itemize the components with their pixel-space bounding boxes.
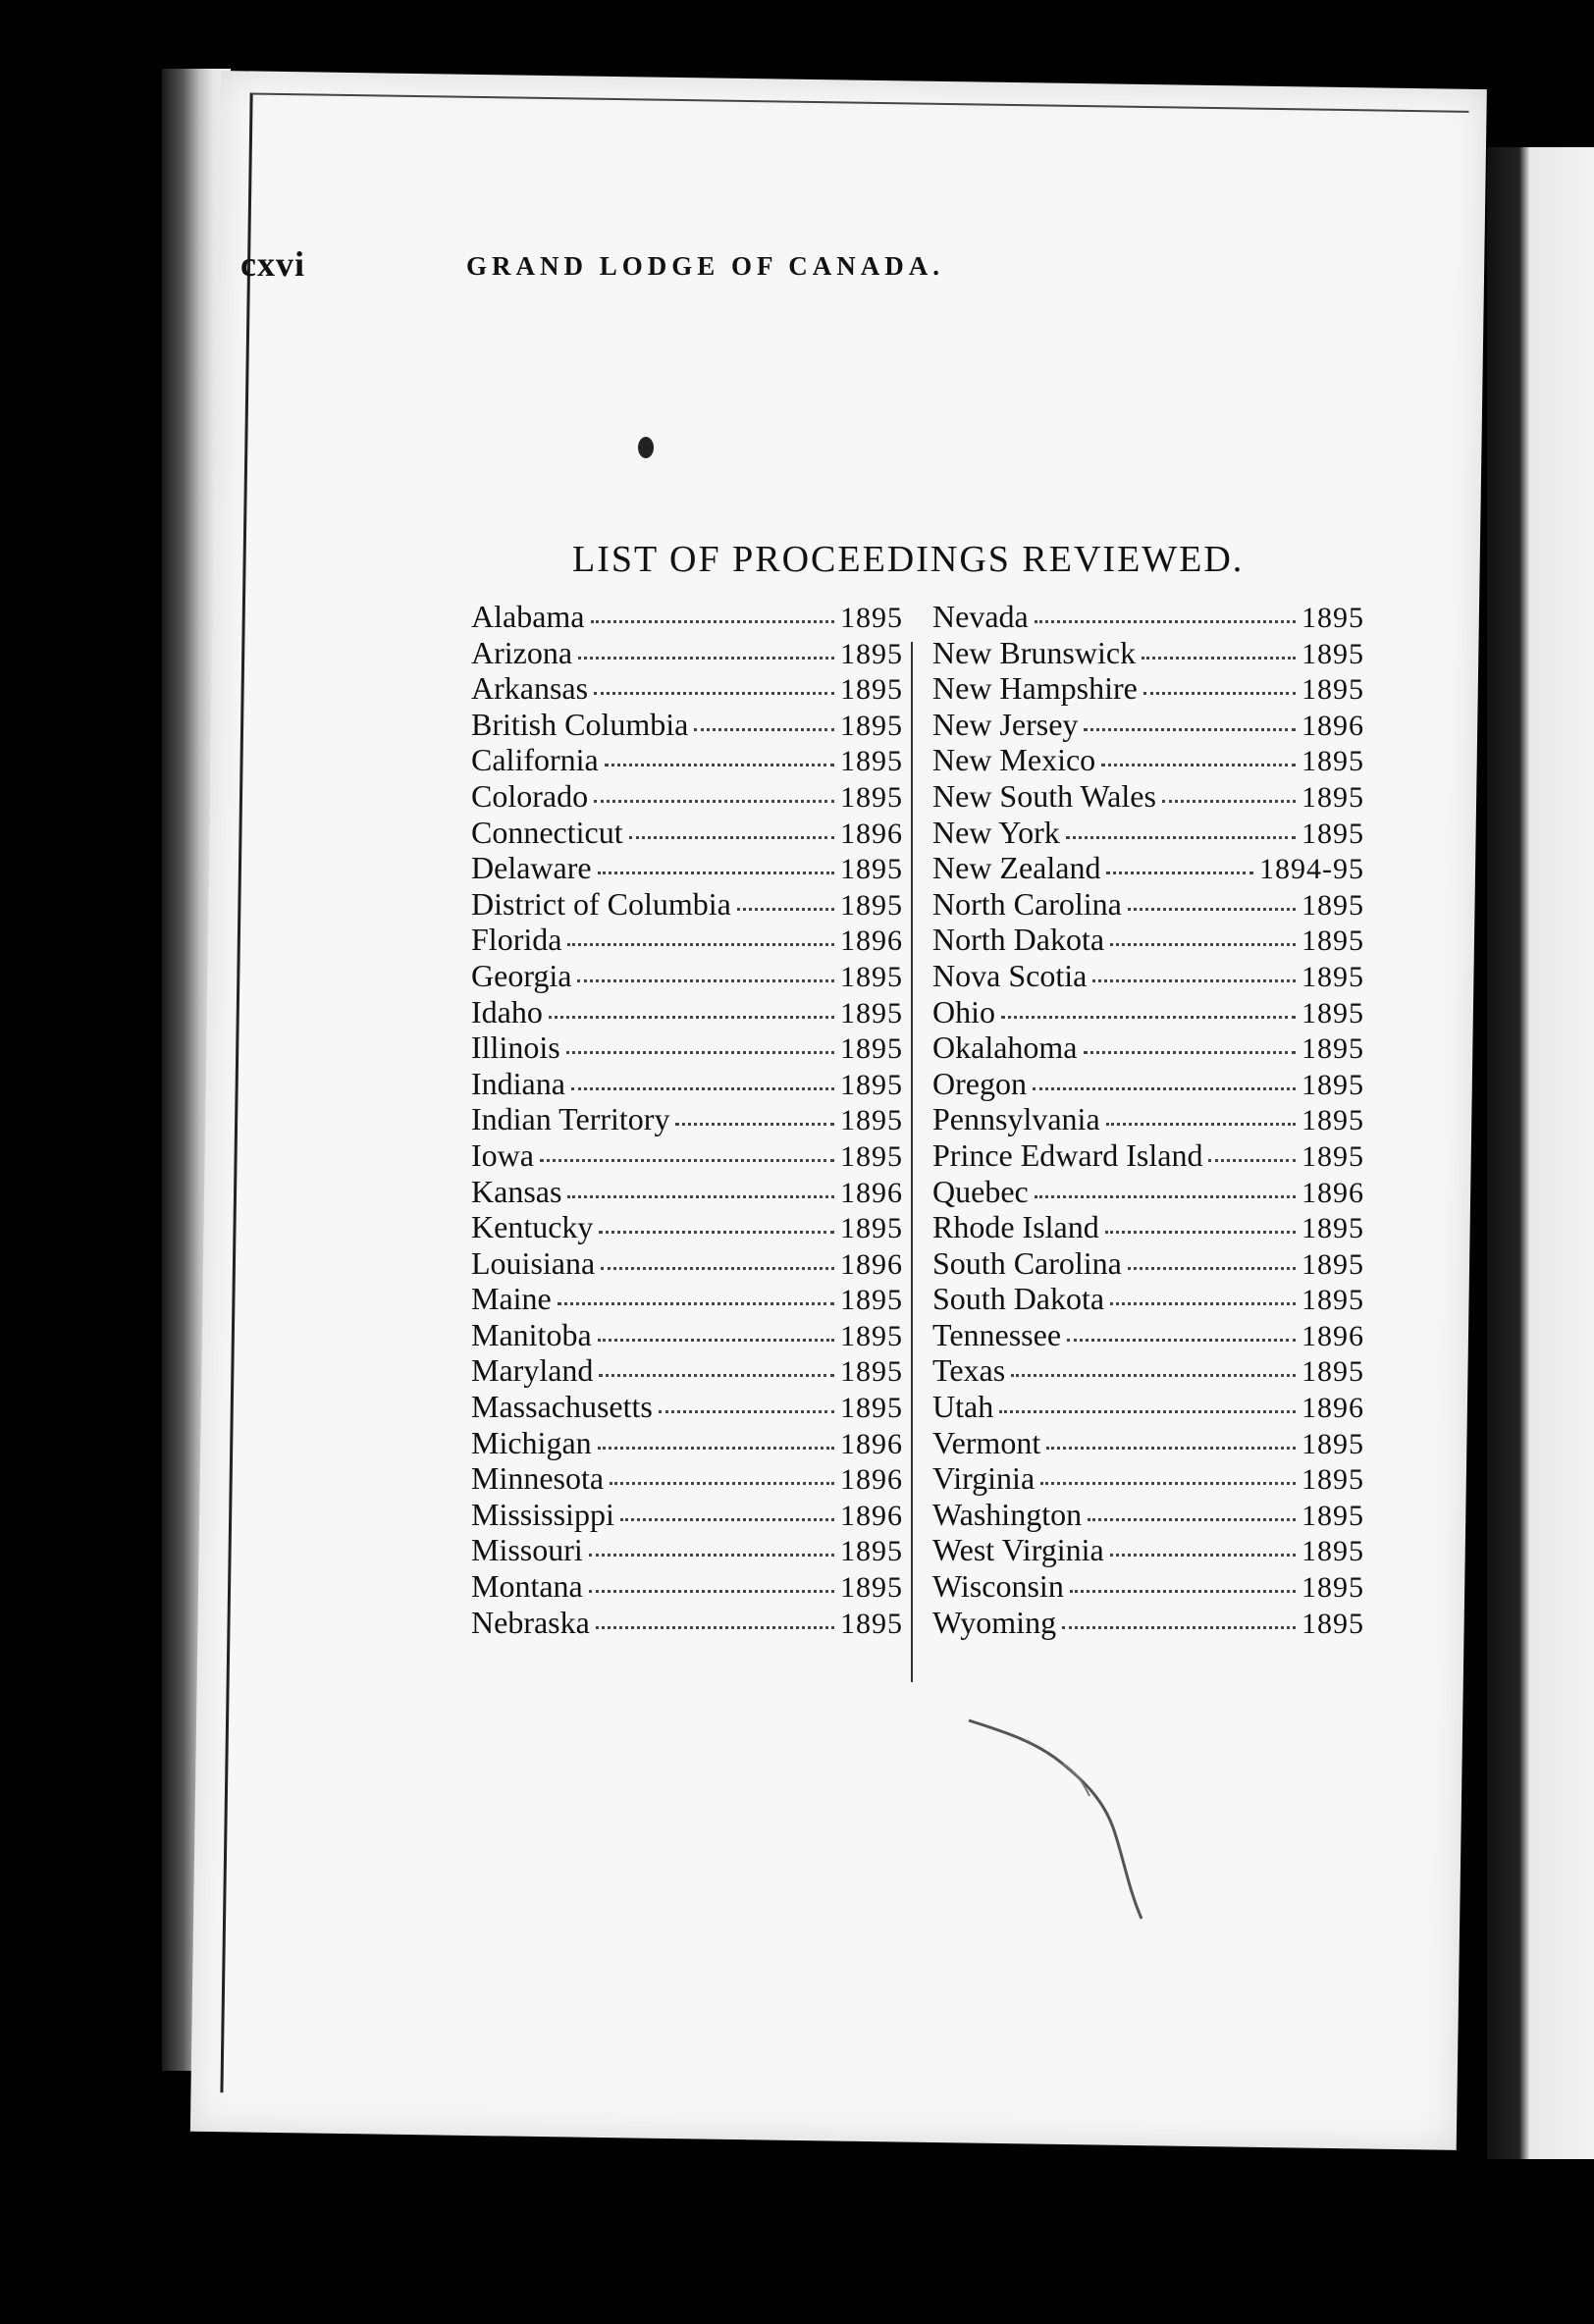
jurisdiction-name: Pennsylvania	[932, 1101, 1100, 1137]
list-item	[932, 1209, 1364, 1245]
jurisdiction-name: Okalahoma	[932, 1030, 1078, 1066]
dot-leader	[594, 692, 834, 695]
proceedings-year: 1895	[840, 1032, 903, 1066]
list-item	[932, 1066, 1364, 1102]
dot-leader	[1143, 692, 1296, 695]
dot-leader	[578, 657, 834, 660]
list-item	[932, 994, 1364, 1030]
dot-leader	[598, 872, 834, 874]
proceedings-year: 1895	[840, 996, 903, 1030]
jurisdiction-name: Georgia	[471, 957, 572, 993]
proceedings-year: 1895	[840, 960, 903, 993]
dot-leader	[610, 1482, 834, 1485]
list-item	[932, 1425, 1364, 1461]
list-item	[932, 1532, 1364, 1568]
jurisdiction-name: Nevada	[932, 599, 1029, 634]
jurisdiction-name: New York	[932, 814, 1060, 850]
proceedings-year: 1895	[1302, 1571, 1364, 1605]
list-item	[471, 886, 903, 923]
list-item	[471, 1605, 903, 1641]
proceedings-year: 1896	[840, 1463, 903, 1497]
proceedings-year: 1895	[840, 637, 903, 670]
proceedings-year: 1895	[1302, 1427, 1364, 1460]
jurisdiction-name: Colorado	[471, 777, 589, 814]
ink-smudge	[638, 437, 654, 458]
list-item	[471, 994, 903, 1030]
jurisdiction-name: Maine	[471, 1281, 552, 1317]
proceedings-year: 1895	[1302, 780, 1364, 814]
dot-leader	[566, 1051, 834, 1054]
dot-leader	[605, 764, 834, 766]
list-item	[932, 1352, 1364, 1389]
list-item	[932, 1317, 1364, 1353]
proceedings-year: 1896	[840, 924, 903, 958]
jurisdiction-name: Missouri	[471, 1532, 583, 1568]
dot-leader	[999, 1410, 1296, 1413]
list-item	[932, 1137, 1364, 1174]
dot-leader	[659, 1410, 834, 1413]
proceedings-year: 1895	[840, 1392, 903, 1425]
dot-leader	[558, 1302, 834, 1305]
list-item	[471, 670, 903, 707]
proceedings-year: 1895	[840, 602, 903, 634]
list-item	[471, 1066, 903, 1102]
jurisdiction-name: Maryland	[471, 1352, 594, 1389]
dot-leader	[629, 836, 834, 839]
dot-leader	[1142, 657, 1296, 660]
proceedings-year: 1895	[1302, 1104, 1364, 1137]
list-item	[471, 1352, 903, 1389]
running-head	[240, 224, 1183, 283]
dot-leader	[1033, 1087, 1296, 1090]
list-item	[932, 1101, 1364, 1137]
dot-leader	[594, 800, 834, 803]
proceedings-year: 1895	[840, 853, 903, 886]
list-item	[471, 1568, 903, 1605]
proceedings-year: 1895	[1302, 1535, 1364, 1568]
list-item	[932, 1497, 1364, 1533]
list-item	[471, 1174, 903, 1210]
proceedings-year: 1895	[840, 1068, 903, 1101]
dot-leader	[1105, 1231, 1296, 1234]
proceedings-year: 1895	[1302, 602, 1364, 634]
jurisdiction-name: Mississippi	[471, 1496, 614, 1532]
jurisdiction-name: New South Wales	[932, 777, 1156, 814]
jurisdiction-name: Indian Territory	[471, 1101, 670, 1137]
jurisdiction-name: Manitoba	[471, 1316, 592, 1352]
proceedings-year: 1896	[840, 817, 903, 850]
proceedings-year: 1895	[840, 673, 903, 707]
jurisdiction-name: Wisconsin	[932, 1568, 1064, 1605]
dot-leader	[1208, 1159, 1296, 1162]
jurisdiction-name: Prince Edward Island	[932, 1136, 1203, 1173]
proceedings-year: 1895	[1302, 1499, 1364, 1532]
jurisdiction-name: South Carolina	[932, 1244, 1122, 1281]
jurisdiction-name: Massachusetts	[471, 1389, 653, 1425]
list-item	[471, 850, 903, 886]
jurisdiction-name: Nova Scotia	[932, 957, 1088, 993]
dot-leader	[1062, 1626, 1296, 1629]
list-item	[471, 1030, 903, 1066]
proceedings-year: 1895	[1302, 1607, 1364, 1640]
dot-leader	[1088, 1518, 1296, 1521]
list-item	[932, 1568, 1364, 1605]
list-item	[471, 1209, 903, 1245]
proceedings-year: 1895	[840, 1607, 903, 1640]
dot-leader	[577, 979, 834, 982]
jurisdiction-name: Oregon	[932, 1065, 1027, 1101]
list-item	[932, 778, 1364, 815]
list-item	[932, 886, 1364, 923]
proceedings-year: 1895	[840, 888, 903, 922]
dot-leader	[591, 620, 835, 623]
proceedings-year: 1895	[1302, 1212, 1364, 1245]
list-item	[471, 635, 903, 671]
jurisdiction-name: Texas	[932, 1352, 1006, 1389]
right-column	[932, 599, 1364, 1640]
dot-leader	[571, 1087, 834, 1090]
proceedings-year: 1895	[1302, 996, 1364, 1030]
dot-leader	[1110, 1554, 1296, 1557]
dot-leader	[540, 1159, 834, 1162]
list-item	[471, 922, 903, 958]
proceedings-year: 1896	[840, 1247, 903, 1281]
list-item	[932, 1174, 1364, 1210]
page-number: cxvi	[240, 244, 305, 284]
jurisdiction-name: Quebec	[932, 1173, 1029, 1209]
dot-leader	[1128, 1267, 1296, 1270]
list-item	[932, 1605, 1364, 1641]
list-item	[932, 958, 1364, 994]
jurisdiction-name: New Hampshire	[932, 670, 1138, 707]
jurisdiction-name: Idaho	[471, 993, 543, 1030]
jurisdiction-name: New Brunswick	[932, 634, 1137, 670]
dot-leader	[1084, 1051, 1297, 1054]
dot-leader	[1011, 1374, 1296, 1377]
dot-leader	[1084, 728, 1296, 731]
jurisdiction-name: Kansas	[471, 1173, 562, 1209]
proceedings-year: 1894-95	[1259, 853, 1364, 886]
list-item	[471, 1532, 903, 1568]
dot-leader	[1066, 836, 1296, 839]
list-item	[932, 707, 1364, 743]
list-item	[471, 742, 903, 778]
jurisdiction-name: Rhode Island	[932, 1209, 1099, 1245]
list-item	[932, 1245, 1364, 1282]
list-item	[471, 707, 903, 743]
dot-leader	[1110, 1302, 1296, 1305]
jurisdiction-name: New Mexico	[932, 742, 1096, 778]
proceedings-year: 1895	[1302, 1355, 1364, 1389]
proceedings-year: 1895	[840, 1535, 903, 1568]
list-item	[471, 1137, 903, 1174]
dot-leader	[1035, 1195, 1296, 1198]
dot-leader	[1106, 1123, 1296, 1126]
jurisdiction-name: Delaware	[471, 850, 592, 886]
jurisdiction-name: West Virginia	[932, 1532, 1104, 1568]
jurisdiction-name: North Dakota	[932, 922, 1105, 958]
list-item	[471, 1281, 903, 1317]
jurisdiction-name: Montana	[471, 1568, 583, 1605]
jurisdiction-name: Utah	[932, 1389, 994, 1425]
proceedings-year: 1896	[1302, 709, 1364, 742]
jurisdiction-name: Iowa	[471, 1136, 534, 1173]
jurisdiction-name: British Columbia	[471, 706, 689, 742]
list-item	[471, 815, 903, 851]
list-item	[932, 850, 1364, 886]
proceedings-year: 1895	[840, 745, 903, 778]
list-item	[471, 599, 903, 635]
list-item	[932, 635, 1364, 671]
proceedings-year: 1895	[1302, 1068, 1364, 1101]
proceedings-year: 1895	[1302, 817, 1364, 850]
list-item	[471, 1425, 903, 1461]
jurisdiction-name: Nebraska	[471, 1604, 590, 1640]
jurisdiction-name: Louisiana	[471, 1244, 596, 1281]
list-item	[932, 599, 1364, 635]
proceedings-year: 1895	[840, 1319, 903, 1352]
jurisdiction-name: Indiana	[471, 1065, 565, 1101]
proceedings-year: 1895	[840, 1571, 903, 1605]
jurisdiction-name: California	[471, 742, 599, 778]
proceedings-year: 1895	[840, 709, 903, 742]
jurisdiction-name: Ohio	[932, 993, 995, 1030]
jurisdiction-name: Alabama	[471, 599, 585, 634]
jurisdiction-name: New Zealand	[932, 850, 1101, 886]
dot-leader	[1046, 1447, 1296, 1450]
dot-leader	[549, 1016, 834, 1019]
left-column	[471, 599, 903, 1640]
dot-leader	[1035, 620, 1296, 623]
proceedings-year: 1895	[1302, 1139, 1364, 1173]
dot-leader	[598, 1447, 834, 1450]
list-item	[932, 670, 1364, 707]
dot-leader	[737, 908, 834, 911]
proceedings-year: 1895	[840, 1284, 903, 1317]
jurisdiction-name: Washington	[932, 1496, 1083, 1532]
jurisdiction-name: Wyoming	[932, 1604, 1057, 1640]
proceedings-year: 1895	[840, 1139, 903, 1173]
proceedings-year: 1895	[1302, 673, 1364, 707]
list-item	[932, 742, 1364, 778]
dot-leader	[1001, 1016, 1296, 1019]
dot-leader	[596, 1626, 834, 1629]
proceedings-year: 1896	[840, 1176, 903, 1209]
list-item	[932, 1460, 1364, 1497]
proceedings-year: 1895	[1302, 924, 1364, 958]
proceedings-year: 1895	[1302, 1247, 1364, 1281]
dot-leader	[1070, 1590, 1296, 1593]
dot-leader	[620, 1518, 834, 1521]
proceedings-year: 1896	[1302, 1319, 1364, 1352]
list-item	[471, 1497, 903, 1533]
jurisdiction-name: South Dakota	[932, 1281, 1105, 1317]
proceedings-year: 1896	[1302, 1176, 1364, 1209]
dot-leader	[1040, 1482, 1296, 1485]
list-item	[932, 922, 1364, 958]
proceedings-year: 1895	[1302, 1032, 1364, 1066]
dot-leader	[694, 728, 834, 731]
jurisdiction-name: Virginia	[932, 1460, 1036, 1497]
dot-leader	[601, 1267, 834, 1270]
list-item	[932, 1030, 1364, 1066]
proceedings-year: 1895	[1302, 888, 1364, 922]
list-item	[932, 1389, 1364, 1425]
paper-scratch-mark	[967, 1713, 1163, 1928]
list-item	[471, 1245, 903, 1282]
jurisdiction-name: District of Columbia	[471, 885, 731, 922]
dot-leader	[589, 1590, 834, 1593]
dot-leader	[599, 1374, 834, 1377]
jurisdiction-name: Michigan	[471, 1424, 592, 1460]
jurisdiction-name: New Jersey	[932, 706, 1079, 742]
proceedings-year: 1896	[1302, 1392, 1364, 1425]
dot-leader	[1162, 800, 1296, 803]
proceedings-year: 1895	[840, 780, 903, 814]
proceedings-year: 1895	[840, 1104, 903, 1137]
facing-page-edge	[1487, 147, 1594, 2159]
dot-leader	[675, 1123, 834, 1126]
dot-leader	[599, 1231, 834, 1234]
dot-leader	[1067, 1339, 1296, 1342]
list-title: LIST OF PROCEEDINGS REVIEWED.	[572, 539, 1245, 580]
list-item	[471, 1317, 903, 1353]
jurisdiction-name: Vermont	[932, 1424, 1041, 1460]
dot-leader	[1110, 943, 1296, 946]
jurisdiction-name: Florida	[471, 922, 562, 958]
list-item	[471, 1460, 903, 1497]
list-item	[471, 958, 903, 994]
proceedings-year: 1895	[1302, 745, 1364, 778]
proceedings-year: 1895	[840, 1212, 903, 1245]
dot-leader	[589, 1554, 834, 1557]
proceedings-year: 1896	[840, 1499, 903, 1532]
jurisdiction-name: North Carolina	[932, 885, 1122, 922]
dot-leader	[1106, 872, 1253, 874]
dot-leader	[567, 1195, 834, 1198]
dot-leader	[598, 1339, 834, 1342]
running-title: GRAND LODGE OF CANADA.	[466, 251, 944, 281]
proceedings-year: 1895	[1302, 637, 1364, 670]
dot-leader	[567, 943, 834, 946]
proceedings-year: 1895	[840, 1355, 903, 1389]
list-item	[932, 1281, 1364, 1317]
list-item	[471, 1101, 903, 1137]
jurisdiction-name: Arizona	[471, 634, 573, 670]
proceedings-year: 1895	[1302, 1284, 1364, 1317]
jurisdiction-name: Minnesota	[471, 1460, 605, 1497]
jurisdiction-name: Connecticut	[471, 814, 623, 850]
column-divider	[911, 642, 913, 1682]
jurisdiction-name: Illinois	[471, 1030, 560, 1066]
proceedings-year: 1895	[1302, 1463, 1364, 1497]
proceedings-year: 1896	[840, 1427, 903, 1460]
list-item	[471, 778, 903, 815]
jurisdiction-name: Tennessee	[932, 1316, 1062, 1352]
jurisdiction-name: Kentucky	[471, 1209, 594, 1245]
jurisdiction-name: Arkansas	[471, 670, 589, 707]
list-item	[932, 815, 1364, 851]
list-item	[471, 1389, 903, 1425]
proceedings-year: 1895	[1302, 960, 1364, 993]
dot-leader	[1092, 979, 1296, 982]
dot-leader	[1128, 908, 1296, 911]
dot-leader	[1101, 764, 1296, 766]
